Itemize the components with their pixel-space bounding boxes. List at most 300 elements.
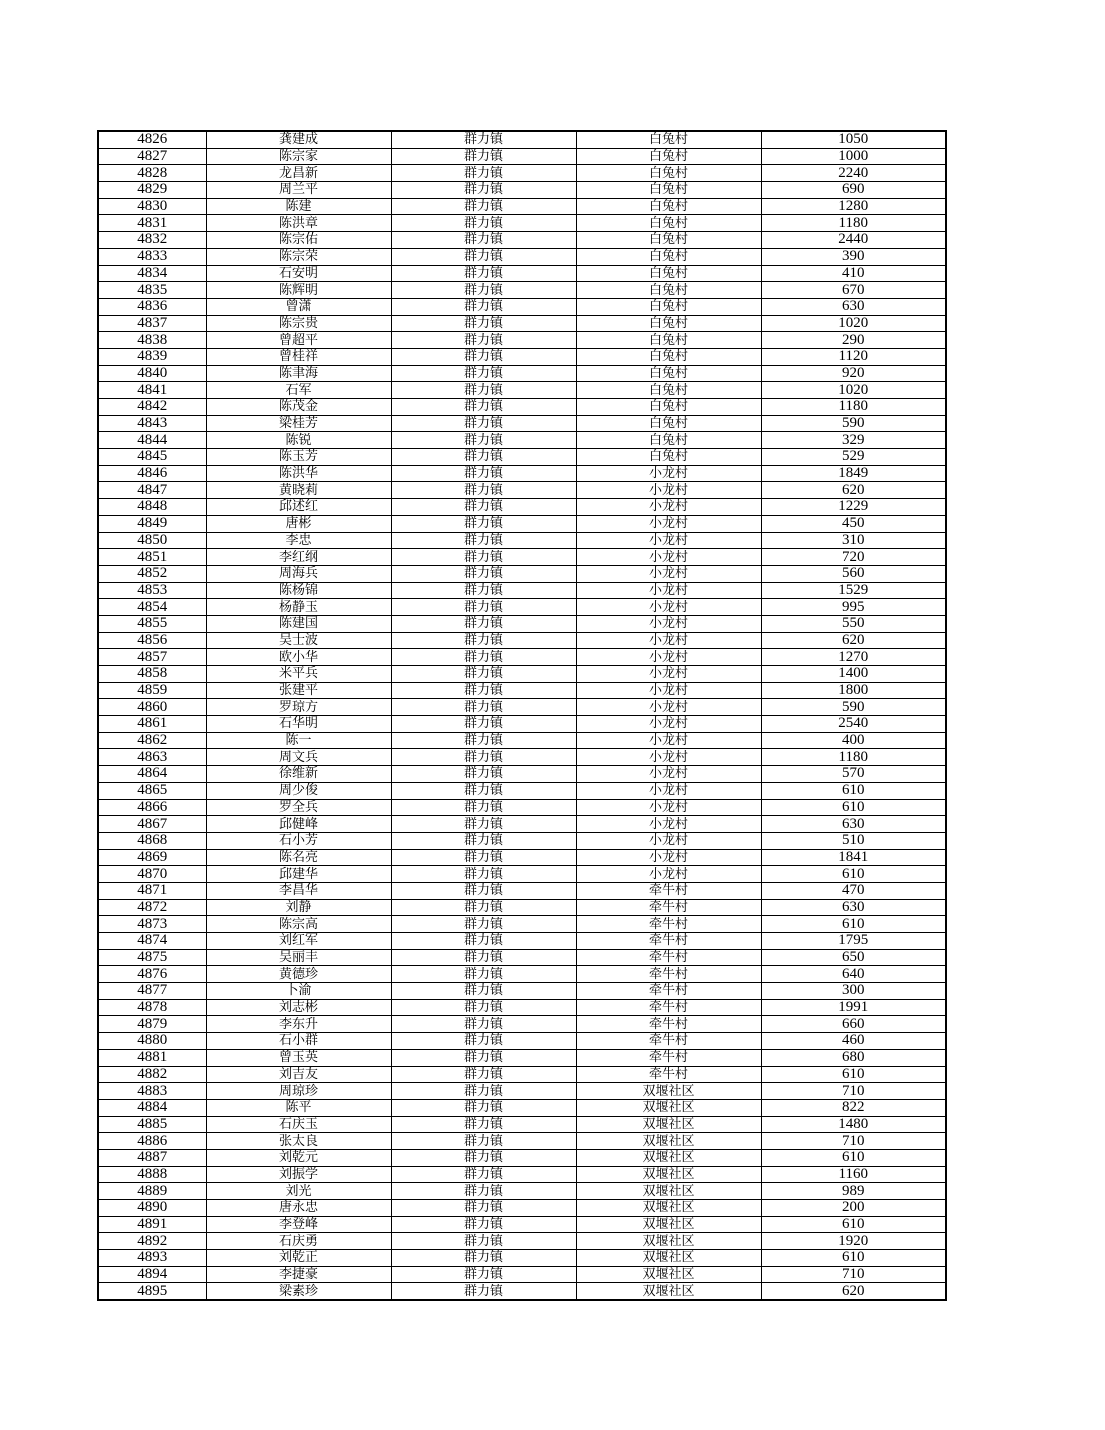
amount-cell: 300 (761, 983, 946, 1000)
table-row (98, 682, 946, 699)
serial-number-cell: 4828 (98, 165, 206, 182)
serial-number-cell: 4881 (98, 1049, 206, 1066)
table-row (98, 1200, 946, 1217)
town-cell: 群力镇 (391, 182, 576, 199)
town-cell: 群力镇 (391, 716, 576, 733)
table-row (98, 1166, 946, 1183)
serial-number-cell: 4843 (98, 415, 206, 432)
table-row (98, 933, 946, 950)
amount-cell: 680 (761, 1049, 946, 1066)
serial-number-cell: 4859 (98, 682, 206, 699)
village-cell: 牵牛村 (576, 1033, 761, 1050)
name-cell: 刘光 (206, 1183, 391, 1200)
name-cell: 邱健峰 (206, 816, 391, 833)
serial-number-cell: 4888 (98, 1166, 206, 1183)
amount-cell: 1480 (761, 1116, 946, 1133)
amount-cell: 410 (761, 265, 946, 282)
name-cell: 李红纲 (206, 549, 391, 566)
village-cell: 小龙村 (576, 682, 761, 699)
town-cell: 群力镇 (391, 432, 576, 449)
town-cell: 群力镇 (391, 899, 576, 916)
name-cell: 唐彬 (206, 515, 391, 532)
amount-cell: 400 (761, 732, 946, 749)
town-cell: 群力镇 (391, 782, 576, 799)
town-cell: 群力镇 (391, 1116, 576, 1133)
name-cell: 陈茂金 (206, 399, 391, 416)
serial-number-cell: 4856 (98, 632, 206, 649)
table-row (98, 148, 946, 165)
town-cell: 群力镇 (391, 816, 576, 833)
name-cell: 刘静 (206, 899, 391, 916)
village-cell: 小龙村 (576, 632, 761, 649)
town-cell: 群力镇 (391, 1200, 576, 1217)
town-cell: 群力镇 (391, 265, 576, 282)
table-row (98, 565, 946, 582)
village-cell: 牵牛村 (576, 1066, 761, 1083)
village-cell: 白兔村 (576, 399, 761, 416)
town-cell: 群力镇 (391, 866, 576, 883)
table-row (98, 1233, 946, 1250)
name-cell: 周兰平 (206, 182, 391, 199)
name-cell: 罗琼方 (206, 699, 391, 716)
amount-cell: 1270 (761, 649, 946, 666)
name-cell: 龙昌新 (206, 165, 391, 182)
amount-cell: 590 (761, 699, 946, 716)
serial-number-cell: 4854 (98, 599, 206, 616)
serial-number-cell: 4855 (98, 615, 206, 632)
amount-cell: 610 (761, 1149, 946, 1166)
table-row (98, 799, 946, 816)
name-cell: 黄晓莉 (206, 482, 391, 499)
serial-number-cell: 4837 (98, 315, 206, 332)
name-cell: 陈宗荣 (206, 248, 391, 265)
name-cell: 邱述红 (206, 499, 391, 516)
amount-cell: 640 (761, 966, 946, 983)
name-cell: 李东升 (206, 1016, 391, 1033)
serial-number-cell: 4847 (98, 482, 206, 499)
town-cell: 群力镇 (391, 916, 576, 933)
table-row (98, 582, 946, 599)
table-row (98, 348, 946, 365)
table-row (98, 615, 946, 632)
name-cell: 卜渝 (206, 983, 391, 1000)
village-cell: 小龙村 (576, 749, 761, 766)
name-cell: 陈宗高 (206, 916, 391, 933)
name-cell: 石安明 (206, 265, 391, 282)
serial-number-cell: 4890 (98, 1200, 206, 1217)
village-cell: 白兔村 (576, 182, 761, 199)
table-row (98, 882, 946, 899)
amount-cell: 510 (761, 832, 946, 849)
village-cell: 小龙村 (576, 615, 761, 632)
amount-cell: 670 (761, 282, 946, 299)
town-cell: 群力镇 (391, 198, 576, 215)
name-cell: 刘乾元 (206, 1149, 391, 1166)
name-cell: 陈杨锦 (206, 582, 391, 599)
village-cell: 白兔村 (576, 315, 761, 332)
serial-number-cell: 4845 (98, 449, 206, 466)
town-cell: 群力镇 (391, 315, 576, 332)
town-cell: 群力镇 (391, 1233, 576, 1250)
table-row (98, 1099, 946, 1116)
serial-number-cell: 4850 (98, 532, 206, 549)
serial-number-cell: 4848 (98, 499, 206, 516)
table-row (98, 1083, 946, 1100)
serial-number-cell: 4829 (98, 182, 206, 199)
town-cell: 群力镇 (391, 1099, 576, 1116)
table-row (98, 1033, 946, 1050)
town-cell: 群力镇 (391, 732, 576, 749)
serial-number-cell: 4844 (98, 432, 206, 449)
town-cell: 群力镇 (391, 966, 576, 983)
amount-cell: 1841 (761, 849, 946, 866)
village-cell: 牵牛村 (576, 933, 761, 950)
amount-cell: 690 (761, 182, 946, 199)
name-cell: 周少俊 (206, 782, 391, 799)
serial-number-cell: 4882 (98, 1066, 206, 1083)
serial-number-cell: 4849 (98, 515, 206, 532)
table-row (98, 899, 946, 916)
serial-number-cell: 4866 (98, 799, 206, 816)
serial-number-cell: 4864 (98, 766, 206, 783)
table-row (98, 1266, 946, 1283)
serial-number-cell: 4862 (98, 732, 206, 749)
village-cell: 双堰社区 (576, 1149, 761, 1166)
village-cell: 小龙村 (576, 565, 761, 582)
village-cell: 双堰社区 (576, 1266, 761, 1283)
table-row (98, 465, 946, 482)
serial-number-cell: 4887 (98, 1149, 206, 1166)
table-row (98, 515, 946, 532)
village-cell: 牵牛村 (576, 983, 761, 1000)
town-cell: 群力镇 (391, 1133, 576, 1150)
amount-cell: 529 (761, 449, 946, 466)
name-cell: 杨静玉 (206, 599, 391, 616)
table-row (98, 782, 946, 799)
table-row (98, 816, 946, 833)
amount-cell: 290 (761, 332, 946, 349)
town-cell: 群力镇 (391, 148, 576, 165)
village-cell: 双堰社区 (576, 1216, 761, 1233)
serial-number-cell: 4886 (98, 1133, 206, 1150)
town-cell: 群力镇 (391, 131, 576, 148)
serial-number-cell: 4893 (98, 1250, 206, 1267)
serial-number-cell: 4875 (98, 949, 206, 966)
town-cell: 群力镇 (391, 515, 576, 532)
table-row (98, 1049, 946, 1066)
amount-cell: 2540 (761, 716, 946, 733)
table-row (98, 1016, 946, 1033)
table-row (98, 1183, 946, 1200)
table-row (98, 599, 946, 616)
village-cell: 牵牛村 (576, 882, 761, 899)
village-cell: 白兔村 (576, 298, 761, 315)
serial-number-cell: 4846 (98, 465, 206, 482)
name-cell: 刘红军 (206, 933, 391, 950)
name-cell: 吴丽丰 (206, 949, 391, 966)
town-cell: 群力镇 (391, 382, 576, 399)
serial-number-cell: 4833 (98, 248, 206, 265)
town-cell: 群力镇 (391, 649, 576, 666)
town-cell: 群力镇 (391, 983, 576, 1000)
town-cell: 群力镇 (391, 465, 576, 482)
name-cell: 石小芳 (206, 832, 391, 849)
amount-cell: 1180 (761, 399, 946, 416)
village-cell: 牵牛村 (576, 949, 761, 966)
table-row (98, 315, 946, 332)
town-cell: 群力镇 (391, 699, 576, 716)
serial-number-cell: 4827 (98, 148, 206, 165)
town-cell: 群力镇 (391, 1049, 576, 1066)
amount-cell: 1000 (761, 148, 946, 165)
village-cell: 小龙村 (576, 816, 761, 833)
serial-number-cell: 4885 (98, 1116, 206, 1133)
town-cell: 群力镇 (391, 1183, 576, 1200)
name-cell: 陈辉明 (206, 282, 391, 299)
table-row (98, 699, 946, 716)
amount-cell: 1020 (761, 315, 946, 332)
name-cell: 石小群 (206, 1033, 391, 1050)
serial-number-cell: 4891 (98, 1216, 206, 1233)
serial-number-cell: 4880 (98, 1033, 206, 1050)
town-cell: 群力镇 (391, 532, 576, 549)
town-cell: 群力镇 (391, 949, 576, 966)
name-cell: 石军 (206, 382, 391, 399)
village-cell: 双堰社区 (576, 1116, 761, 1133)
table-row (98, 1216, 946, 1233)
serial-number-cell: 4858 (98, 666, 206, 683)
serial-number-cell: 4834 (98, 265, 206, 282)
name-cell: 周文兵 (206, 749, 391, 766)
table-row (98, 983, 946, 1000)
town-cell: 群力镇 (391, 332, 576, 349)
name-cell: 曾潇 (206, 298, 391, 315)
name-cell: 石华明 (206, 716, 391, 733)
serial-number-cell: 4831 (98, 215, 206, 232)
village-cell: 白兔村 (576, 415, 761, 432)
table-row (98, 866, 946, 883)
name-cell: 陈锐 (206, 432, 391, 449)
serial-number-cell: 4879 (98, 1016, 206, 1033)
table-row (98, 666, 946, 683)
name-cell: 石庆玉 (206, 1116, 391, 1133)
name-cell: 陈洪章 (206, 215, 391, 232)
town-cell: 群力镇 (391, 399, 576, 416)
table-row (98, 415, 946, 432)
village-cell: 白兔村 (576, 165, 761, 182)
amount-cell: 1180 (761, 215, 946, 232)
amount-cell: 610 (761, 916, 946, 933)
town-cell: 群力镇 (391, 849, 576, 866)
village-cell: 牵牛村 (576, 1016, 761, 1033)
amount-cell: 610 (761, 782, 946, 799)
amount-cell: 200 (761, 1200, 946, 1217)
table-row (98, 482, 946, 499)
serial-number-cell: 4895 (98, 1283, 206, 1300)
serial-number-cell: 4889 (98, 1183, 206, 1200)
town-cell: 群力镇 (391, 682, 576, 699)
table-row (98, 182, 946, 199)
town-cell: 群力镇 (391, 1283, 576, 1300)
town-cell: 群力镇 (391, 632, 576, 649)
name-cell: 陈宗家 (206, 148, 391, 165)
amount-cell: 1180 (761, 749, 946, 766)
serial-number-cell: 4869 (98, 849, 206, 866)
serial-number-cell: 4872 (98, 899, 206, 916)
town-cell: 群力镇 (391, 248, 576, 265)
amount-cell: 1120 (761, 348, 946, 365)
name-cell: 李忠 (206, 532, 391, 549)
table-row (98, 382, 946, 399)
village-cell: 白兔村 (576, 131, 761, 148)
town-cell: 群力镇 (391, 1266, 576, 1283)
village-cell: 小龙村 (576, 866, 761, 883)
town-cell: 群力镇 (391, 832, 576, 849)
town-cell: 群力镇 (391, 1016, 576, 1033)
serial-number-cell: 4835 (98, 282, 206, 299)
amount-cell: 570 (761, 766, 946, 783)
name-cell: 梁素珍 (206, 1283, 391, 1300)
table-row (98, 298, 946, 315)
town-cell: 群力镇 (391, 749, 576, 766)
serial-number-cell: 4867 (98, 816, 206, 833)
town-cell: 群力镇 (391, 565, 576, 582)
name-cell: 周琼珍 (206, 1083, 391, 1100)
town-cell: 群力镇 (391, 298, 576, 315)
town-cell: 群力镇 (391, 1216, 576, 1233)
village-cell: 小龙村 (576, 515, 761, 532)
serial-number-cell: 4871 (98, 882, 206, 899)
table-row (98, 165, 946, 182)
table-row (98, 131, 946, 148)
village-cell: 双堰社区 (576, 1083, 761, 1100)
serial-number-cell: 4883 (98, 1083, 206, 1100)
village-cell: 小龙村 (576, 649, 761, 666)
serial-number-cell: 4868 (98, 832, 206, 849)
town-cell: 群力镇 (391, 282, 576, 299)
table-row (98, 1066, 946, 1083)
town-cell: 群力镇 (391, 1083, 576, 1100)
amount-cell: 630 (761, 816, 946, 833)
village-cell: 双堰社区 (576, 1233, 761, 1250)
amount-cell: 720 (761, 549, 946, 566)
serial-number-cell: 4841 (98, 382, 206, 399)
name-cell: 陈玉芳 (206, 449, 391, 466)
village-cell: 白兔村 (576, 215, 761, 232)
table-row (98, 215, 946, 232)
table-row (98, 966, 946, 983)
amount-cell: 1229 (761, 499, 946, 516)
serial-number-cell: 4838 (98, 332, 206, 349)
serial-number-cell: 4863 (98, 749, 206, 766)
amount-cell: 310 (761, 532, 946, 549)
village-cell: 小龙村 (576, 799, 761, 816)
amount-cell: 450 (761, 515, 946, 532)
table-row (98, 1149, 946, 1166)
table-row (98, 248, 946, 265)
town-cell: 群力镇 (391, 666, 576, 683)
amount-cell: 610 (761, 1216, 946, 1233)
name-cell: 唐永忠 (206, 1200, 391, 1217)
table-row (98, 766, 946, 783)
village-cell: 小龙村 (576, 766, 761, 783)
serial-number-cell: 4832 (98, 232, 206, 249)
village-cell: 双堰社区 (576, 1200, 761, 1217)
table-row (98, 265, 946, 282)
town-cell: 群力镇 (391, 1066, 576, 1083)
amount-cell: 822 (761, 1099, 946, 1116)
village-cell: 双堰社区 (576, 1283, 761, 1300)
table-row (98, 632, 946, 649)
table-row (98, 432, 946, 449)
amount-cell: 390 (761, 248, 946, 265)
amount-cell: 1800 (761, 682, 946, 699)
amount-cell: 630 (761, 899, 946, 916)
name-cell: 刘吉友 (206, 1066, 391, 1083)
serial-number-cell: 4839 (98, 348, 206, 365)
village-cell: 小龙村 (576, 482, 761, 499)
table-row (98, 532, 946, 549)
serial-number-cell: 4853 (98, 582, 206, 599)
name-cell: 曾超平 (206, 332, 391, 349)
amount-cell: 995 (761, 599, 946, 616)
table-row (98, 332, 946, 349)
village-cell: 小龙村 (576, 782, 761, 799)
serial-number-cell: 4836 (98, 298, 206, 315)
village-cell: 白兔村 (576, 449, 761, 466)
village-cell: 牵牛村 (576, 966, 761, 983)
amount-cell: 460 (761, 1033, 946, 1050)
village-cell: 白兔村 (576, 432, 761, 449)
name-cell: 陈聿海 (206, 365, 391, 382)
amount-cell: 1020 (761, 382, 946, 399)
serial-number-cell: 4842 (98, 399, 206, 416)
village-cell: 白兔村 (576, 265, 761, 282)
village-cell: 小龙村 (576, 699, 761, 716)
town-cell: 群力镇 (391, 232, 576, 249)
name-cell: 曾玉英 (206, 1049, 391, 1066)
serial-number-cell: 4840 (98, 365, 206, 382)
town-cell: 群力镇 (391, 999, 576, 1016)
table-row (98, 832, 946, 849)
table-row (98, 1133, 946, 1150)
village-cell: 小龙村 (576, 732, 761, 749)
village-cell: 小龙村 (576, 549, 761, 566)
amount-cell: 989 (761, 1183, 946, 1200)
serial-number-cell: 4894 (98, 1266, 206, 1283)
amount-cell: 1160 (761, 1166, 946, 1183)
amount-cell: 630 (761, 298, 946, 315)
serial-number-cell: 4884 (98, 1099, 206, 1116)
amount-cell: 610 (761, 1250, 946, 1267)
village-cell: 双堰社区 (576, 1166, 761, 1183)
serial-number-cell: 4876 (98, 966, 206, 983)
town-cell: 群力镇 (391, 582, 576, 599)
name-cell: 米平兵 (206, 666, 391, 683)
town-cell: 群力镇 (391, 482, 576, 499)
village-cell: 双堰社区 (576, 1183, 761, 1200)
table-row (98, 732, 946, 749)
table-row (98, 916, 946, 933)
serial-number-cell: 4874 (98, 933, 206, 950)
table-row (98, 949, 946, 966)
serial-number-cell: 4865 (98, 782, 206, 799)
village-cell: 白兔村 (576, 365, 761, 382)
table-row (98, 282, 946, 299)
village-cell: 小龙村 (576, 465, 761, 482)
name-cell: 刘振学 (206, 1166, 391, 1183)
village-cell: 小龙村 (576, 582, 761, 599)
